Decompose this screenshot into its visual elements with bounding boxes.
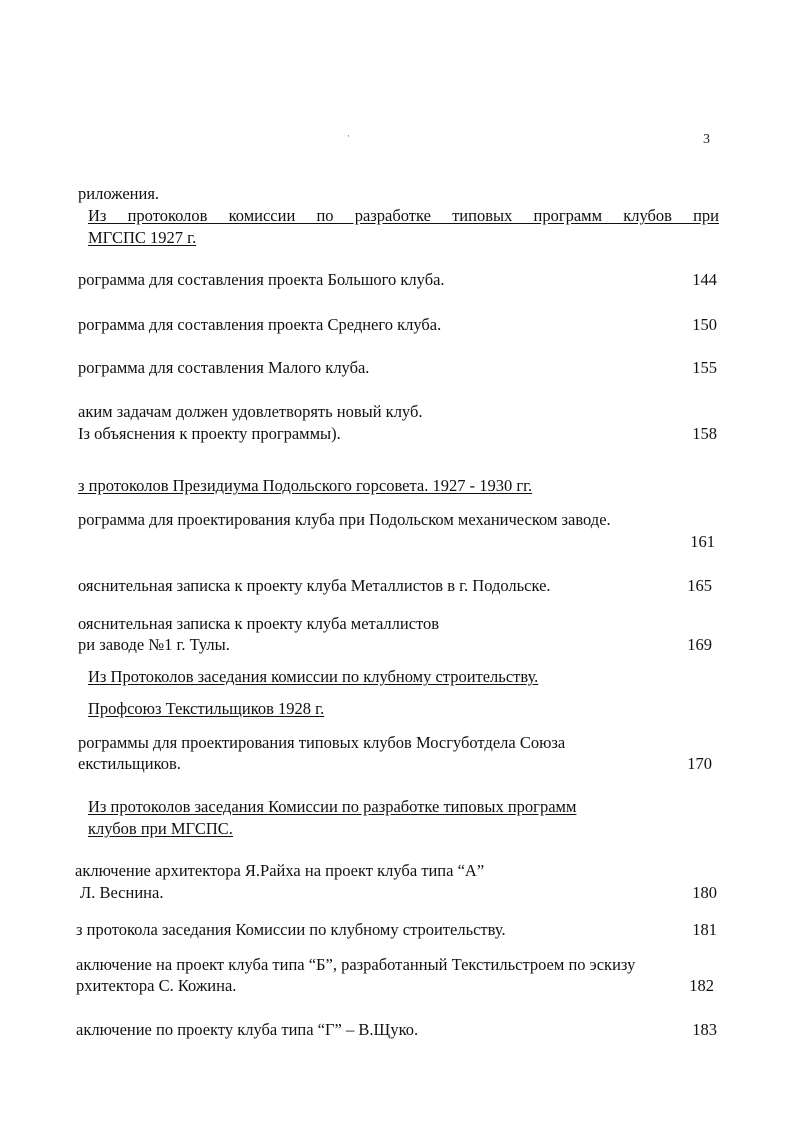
toc-entry-page: 180 [692,883,717,902]
section-heading-1-line2: МГСПС 1927 г. [88,228,197,247]
toc-entry-page: 182 [689,976,714,995]
toc-entry-text: ояснительная записка к проекту клуба Металлистов в г. Подольске. [78,576,551,595]
toc-entry-page: 181 [692,920,717,939]
toc-entry-text: рограмма для составления проекта Среднего клуба. [78,315,442,334]
section-heading-4-line2: клубов при МГСПС. [88,819,233,838]
toc-entry-text: рограмма для составления проекта Большого клуба. [78,270,445,289]
toc-entry-line2: ри заводе №1 г. Тулы. [78,635,230,654]
toc-entry-page: 150 [692,315,717,334]
toc-entry-line2: Л. Веснина. [80,883,164,902]
toc-entry-page: 155 [692,358,717,377]
scan-mark: · [347,131,350,141]
toc-entry-line1: аключение на проект клуба типа “Б”, разработанный Текстильстроем по эскизу [76,955,636,974]
toc-entry-text: рограмма для проектирования клуба при Подольском механическом заводе. [78,510,611,529]
toc-entry-line2: Iз объяснения к проекту программы). [78,424,341,443]
toc-entry-page: 170 [687,754,712,773]
toc-entry-page: 169 [687,635,712,654]
section-heading-3-line2: Профсоюз Текстильщиков 1928 г. [88,699,325,718]
page-number: 3 [703,132,710,147]
toc-entry-text: рограмма для составления Малого клуба. [78,358,370,377]
toc-entry-page: 158 [692,424,717,443]
toc-entry-line2: рхитектора С. Кожина. [76,976,237,995]
section-heading-2: з протоколов Президиума Подольского горсовета. 1927 - 1930 гг. [78,476,533,495]
toc-entry-line1: аким задачам должен удовлетворять новый клуб. [78,402,423,421]
toc-entry-text: з протокола заседания Комиссии по клубному строительству. [76,920,506,939]
toc-entry-page: 161 [690,532,715,551]
section-heading-3-line1: Из Протоколов заседания комиссии по клубному строительству. [88,667,539,686]
toc-entry-text: аключение по проекту клуба типа “Г” – В.Щуко. [76,1020,419,1039]
toc-entry-line2: екстильщиков. [78,754,181,773]
toc-entry-line1: рограммы для проектирования типовых клубов Мосгуботдела Союза [78,733,566,752]
toc-entry-line1: ояснительная записка к проекту клуба металлистов [78,614,440,633]
toc-entry-line1: аключение архитектора Я.Райха на проект клуба типа “А” [75,861,485,880]
section-heading-4-line1: Из протоколов заседания Комиссии по разработке типовых программ [88,797,577,816]
toc-entry-page: 165 [687,576,712,595]
toc-entry-page: 183 [692,1020,717,1039]
toc-entry-page: 144 [692,270,717,289]
appendix-header: риложения. [78,184,160,203]
section-heading-1-line1: Из протоколов комиссии по разработке типовых программ клубов при [88,206,719,225]
